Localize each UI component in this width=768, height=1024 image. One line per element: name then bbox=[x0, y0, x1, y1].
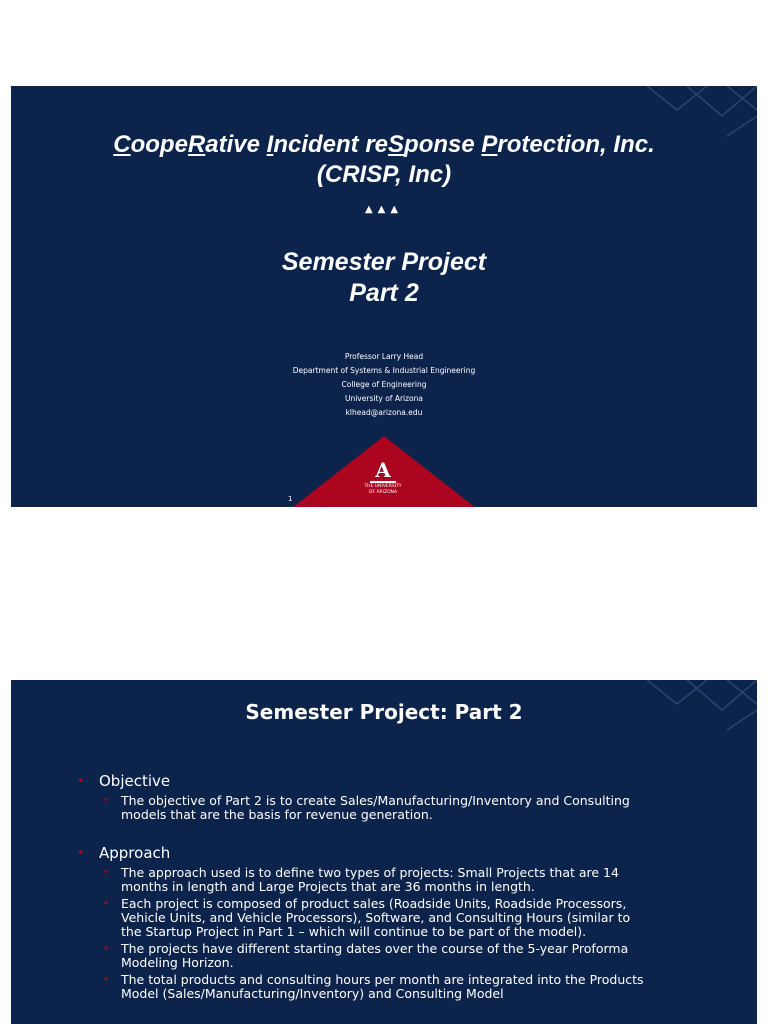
sub-bullet-line: • The projects have different starting dates over the course of the 5-year Proforma bbox=[121, 941, 629, 956]
title-text-fragment: ponse bbox=[404, 131, 482, 158]
underlined-initial: C bbox=[113, 131, 131, 158]
logo-text-line2: OF ARIZONA bbox=[368, 490, 398, 495]
title-text-fragment: oope bbox=[130, 131, 188, 158]
title-text-fragment: ncident re bbox=[273, 131, 389, 158]
title-slide bbox=[11, 86, 757, 507]
slide-heading: Semester Project: Part 2 bbox=[245, 700, 523, 724]
company-title bbox=[11, 130, 757, 190]
logo-letter: A bbox=[370, 459, 396, 483]
sub-bullet-line: Model (Sales/Manufacturing/Inventory) and Consulting Model bbox=[121, 986, 504, 1001]
sub-bullet-line: • The approach used is to define two types of projects: Small Projects that are 14 bbox=[121, 865, 619, 880]
page-number: 1 bbox=[288, 495, 293, 503]
university-of-arizona-logo bbox=[359, 459, 407, 495]
department-name: Department of Systems & Industrial Engineering bbox=[292, 366, 476, 375]
sub-bullet bbox=[75, 973, 725, 1001]
underlined-initial: P bbox=[481, 131, 498, 158]
sub-bullet-line: • The total products and consulting hours per month are integrated into the Products bbox=[121, 972, 644, 987]
college-name: College of Engineering bbox=[341, 380, 427, 389]
sub-bullet-line: the Startup Project in Part 1 – which will continue to be part of the model). bbox=[121, 924, 587, 939]
subtitle-line2: Part 2 bbox=[349, 279, 419, 307]
sub-bullet-line: months in length and Large Projects that are 36 months in length. bbox=[121, 879, 535, 894]
sub-bullet-line: models that are the basis for revenue generation. bbox=[121, 807, 433, 822]
university-name: University of Arizona bbox=[344, 394, 423, 403]
sub-bullet-line: Modeling Horizon. bbox=[121, 955, 234, 970]
bullet-content bbox=[75, 772, 725, 1001]
subtitle-line1: Semester Project bbox=[281, 248, 487, 276]
bullet-heading: • Approach bbox=[75, 844, 725, 863]
sub-bullet bbox=[75, 866, 725, 894]
sub-bullet bbox=[75, 794, 725, 822]
sub-bullet-line: • The objective of Part 2 is to create Sales/Manufacturing/Inventory and Consulting bbox=[121, 793, 630, 808]
email-address: klhead@arizona.edu bbox=[345, 408, 423, 417]
content-slide bbox=[11, 680, 757, 1024]
sub-bullet bbox=[75, 897, 725, 939]
section-gap bbox=[75, 822, 725, 844]
company-title-line1 bbox=[11, 130, 757, 160]
underlined-initial: I bbox=[266, 131, 274, 158]
presenter-name: Professor Larry Head bbox=[344, 352, 424, 361]
title-text-fragment: rotection, Inc. bbox=[497, 131, 655, 158]
sub-bullet bbox=[75, 942, 725, 970]
company-title-line2: (CRISP, Inc) bbox=[316, 161, 452, 188]
underlined-initial: R bbox=[187, 131, 206, 158]
caret-divider: ▲▲▲ bbox=[364, 204, 404, 215]
logo-text-line1: THE UNIVERSITY bbox=[364, 484, 402, 489]
title-text-fragment: ative bbox=[205, 131, 267, 158]
slide-subtitle bbox=[11, 247, 757, 309]
bullet-heading: • Objective bbox=[75, 772, 725, 791]
presenter-info bbox=[11, 350, 757, 420]
sub-bullet-line: • Each project is composed of product sales (Roadside Units, Roadside Processors, bbox=[121, 896, 627, 911]
sub-bullet-line: Vehicle Units, and Vehicle Processors), Software, and Consulting Hours (similar to bbox=[121, 910, 631, 925]
underlined-initial: S bbox=[388, 131, 405, 158]
